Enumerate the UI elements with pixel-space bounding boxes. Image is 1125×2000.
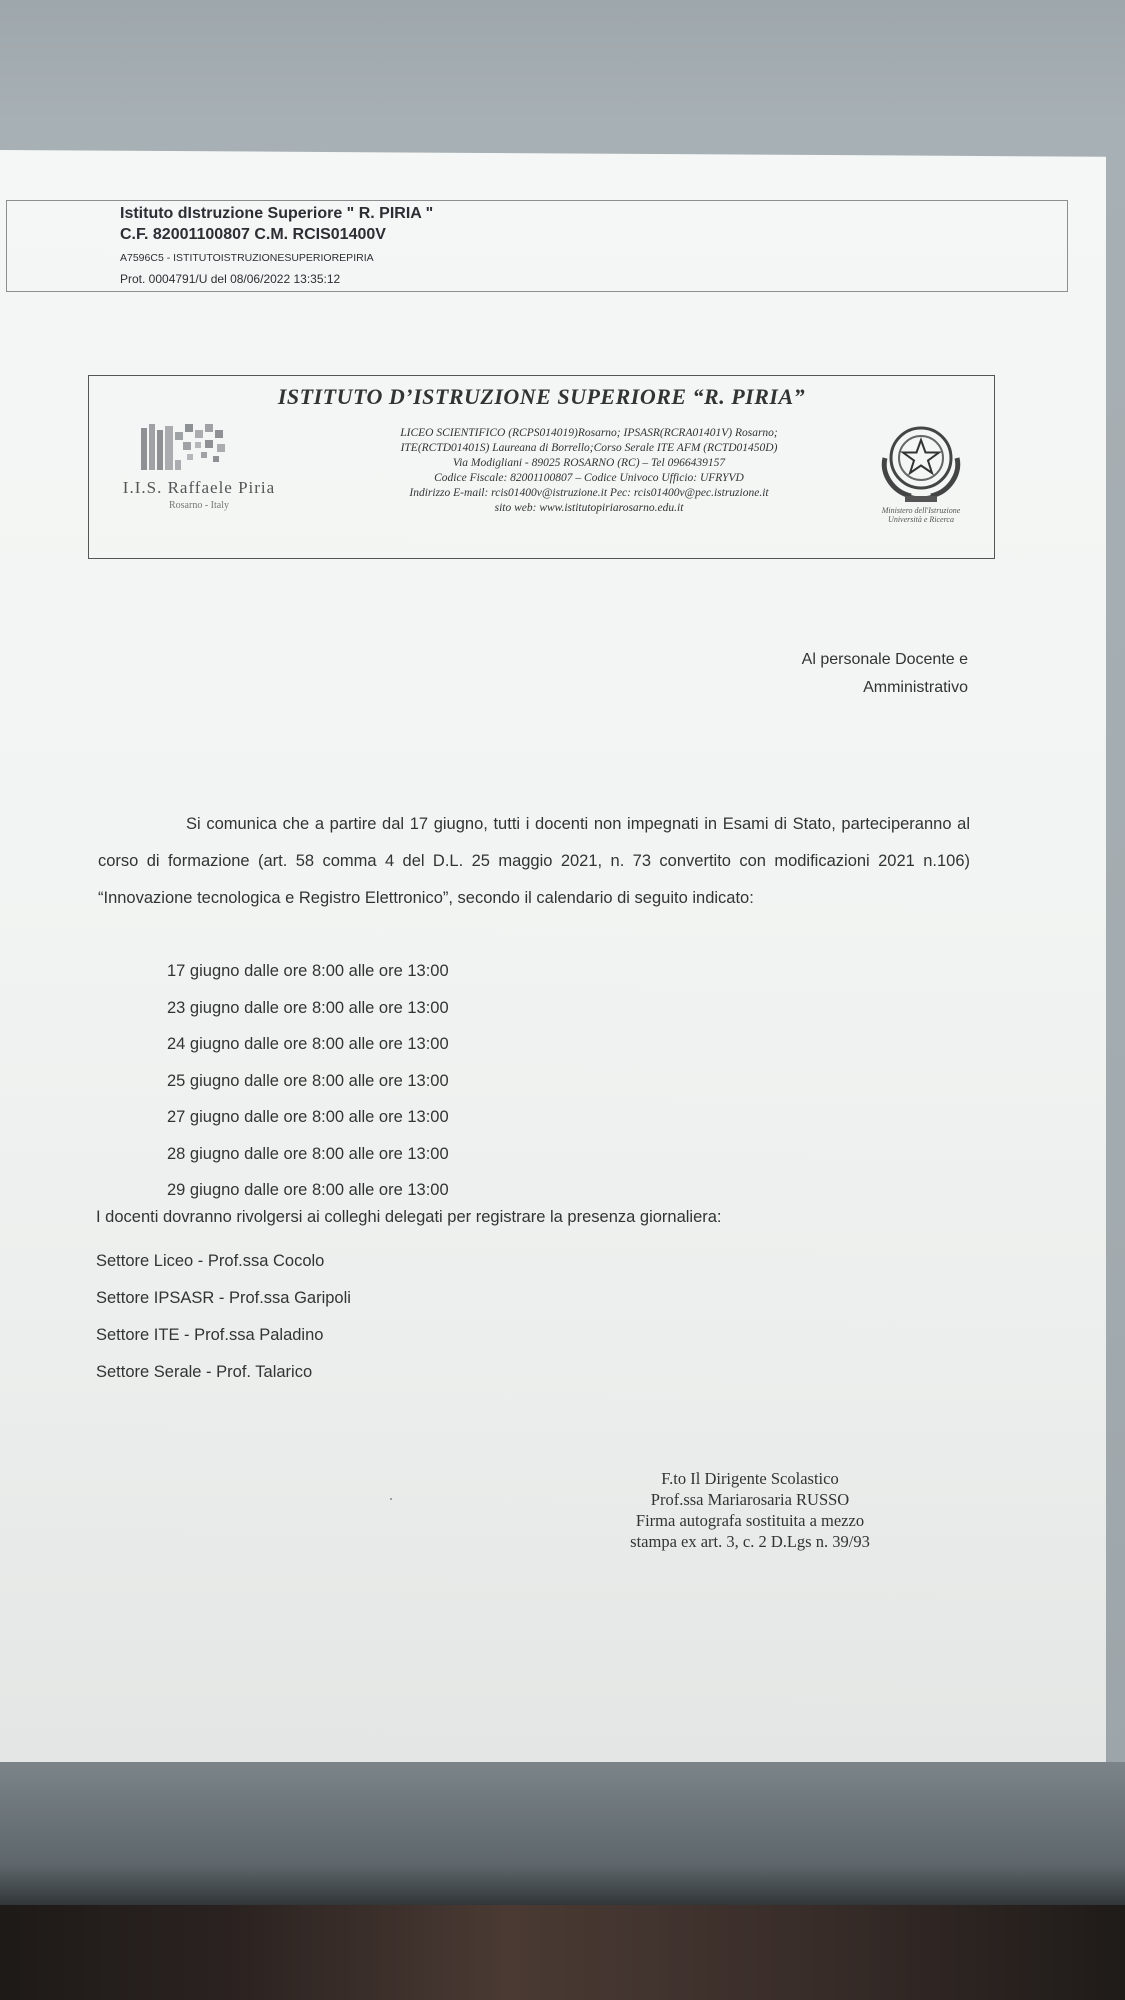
- schedule-item: 24 giugno dalle ore 8:00 alle ore 13:00: [167, 1035, 449, 1053]
- signature-block: [600, 1468, 900, 1552]
- schedule-item: 29 giugno dalle ore 8:00 alle ore 13:00: [167, 1181, 449, 1199]
- stamp-school-name: Istituto dIstruzione Superiore " R. PIRIA ": [120, 205, 434, 222]
- signature-title: F.to Il Dirigente Scolastico: [661, 1469, 839, 1488]
- desk-shadow: [0, 1762, 1125, 1910]
- sector-item: Settore IPSASR - Prof.ssa Garipoli: [96, 1289, 351, 1307]
- schedule-item: 25 giugno dalle ore 8:00 alle ore 13:00: [167, 1071, 449, 1090]
- intro-paragraph: Si comunica che a partire dal 17 giugno, tutti i docenti non impegnati in Esami di Stato, parteciperanno al corso di formazione (art. 58 comma 4 del D.L. 25 maggio 2021, n. 73 convertito con modificazioni 2021 n.106) “Innovazione tecnologica e Registro Elettronico”, secondo il calendario di seguito indicato:: [98, 815, 970, 907]
- schedule-item: 17 giugno dalle ore 8:00 alle ore 13:00: [167, 962, 449, 980]
- signature-note-2: stampa ex art. 3, c. 2 D.Lgs n. 39/93: [630, 1532, 870, 1551]
- sector-item: Settore ITE - Prof.ssa Paladino: [96, 1326, 324, 1344]
- letterhead-website: sito web: www.istitutopiriarosarno.edu.it: [494, 502, 684, 514]
- body-intro: [98, 806, 970, 917]
- signature-name: Prof.ssa Mariarosaria RUSSO: [650, 1490, 850, 1509]
- signature-note-1: Firma autografa sostituita a mezzo: [635, 1511, 865, 1530]
- stamp-fiscal-code: C.F. 82001100807 C.M. RCIS01400V: [120, 226, 386, 243]
- paper-speck: [390, 1498, 392, 1500]
- republic-emblem-icon: [871, 414, 971, 509]
- stamp-protocol-number: Prot. 0004791/U del 08/06/2022 13:35:12: [120, 272, 341, 286]
- schedule-item: 28 giugno dalle ore 8:00 alle ore 13:00: [167, 1144, 449, 1163]
- emblem-caption-line-1: Ministero dell'Istruzione: [881, 506, 961, 515]
- schedule-item: 27 giugno dalle ore 8:00 alle ore 13:00: [167, 1108, 449, 1126]
- letterhead-title: ISTITUTO D’ISTRUZIONE SUPERIORE “R. PIRIA”: [277, 384, 806, 409]
- letterhead-email: Indirizzo E-mail: rcis01400v@istruzione.it Pec: rcis01400v@pec.istruzione.it: [409, 487, 769, 499]
- delegates-intro: I docenti dovranno rivolgersi ai colleghi delegati per registrare la presenza giornaliera:: [96, 1208, 722, 1226]
- floor-background: [0, 1905, 1125, 2000]
- letterhead-address: Via Modigliani - 89025 ROSARNO (RC) – Tel 0966439157: [452, 457, 726, 469]
- school-logo-name: I.I.S. Raffaele Piria: [122, 478, 276, 497]
- letterhead-schools-line-1: LICEO SCIENTIFICO (RCPS014019)Rosarno; IPSASR(RCRA01401V) Rosarno;: [400, 427, 778, 439]
- letterhead-schools-line-2: ITE(RCTD01401S) Laureana di Borrello;Corso Serale ITE AFM (RCTD01450D): [400, 442, 778, 454]
- sector-item: Settore Liceo - Prof.ssa Cocolo: [96, 1252, 325, 1270]
- recipient-line-1: Al personale Docente e: [801, 651, 968, 668]
- sector-list: [96, 1243, 351, 1391]
- sector-item: Settore Serale - Prof. Talarico: [96, 1363, 313, 1381]
- emblem-caption-line-2: Università e Ricerca: [888, 515, 954, 524]
- letterhead: [88, 375, 995, 559]
- school-logo-subtitle: Rosarno - Italy: [169, 500, 229, 511]
- letterhead-fiscal-code: Codice Fiscale: 82001100807 – Codice Univoco Ufficio: UFRYVD: [434, 472, 744, 484]
- stamp-registry-code: A7596C5 - ISTITUTOISTRUZIONESUPERIOREPIRIA: [120, 252, 374, 264]
- schedule-item: 23 giugno dalle ore 8:00 alle ore 13:00: [167, 998, 449, 1017]
- schedule-list: [167, 953, 449, 1209]
- recipient-line-2: Amministrativo: [863, 679, 968, 696]
- emblem-caption: [861, 506, 981, 524]
- school-logo-icon: [139, 420, 231, 478]
